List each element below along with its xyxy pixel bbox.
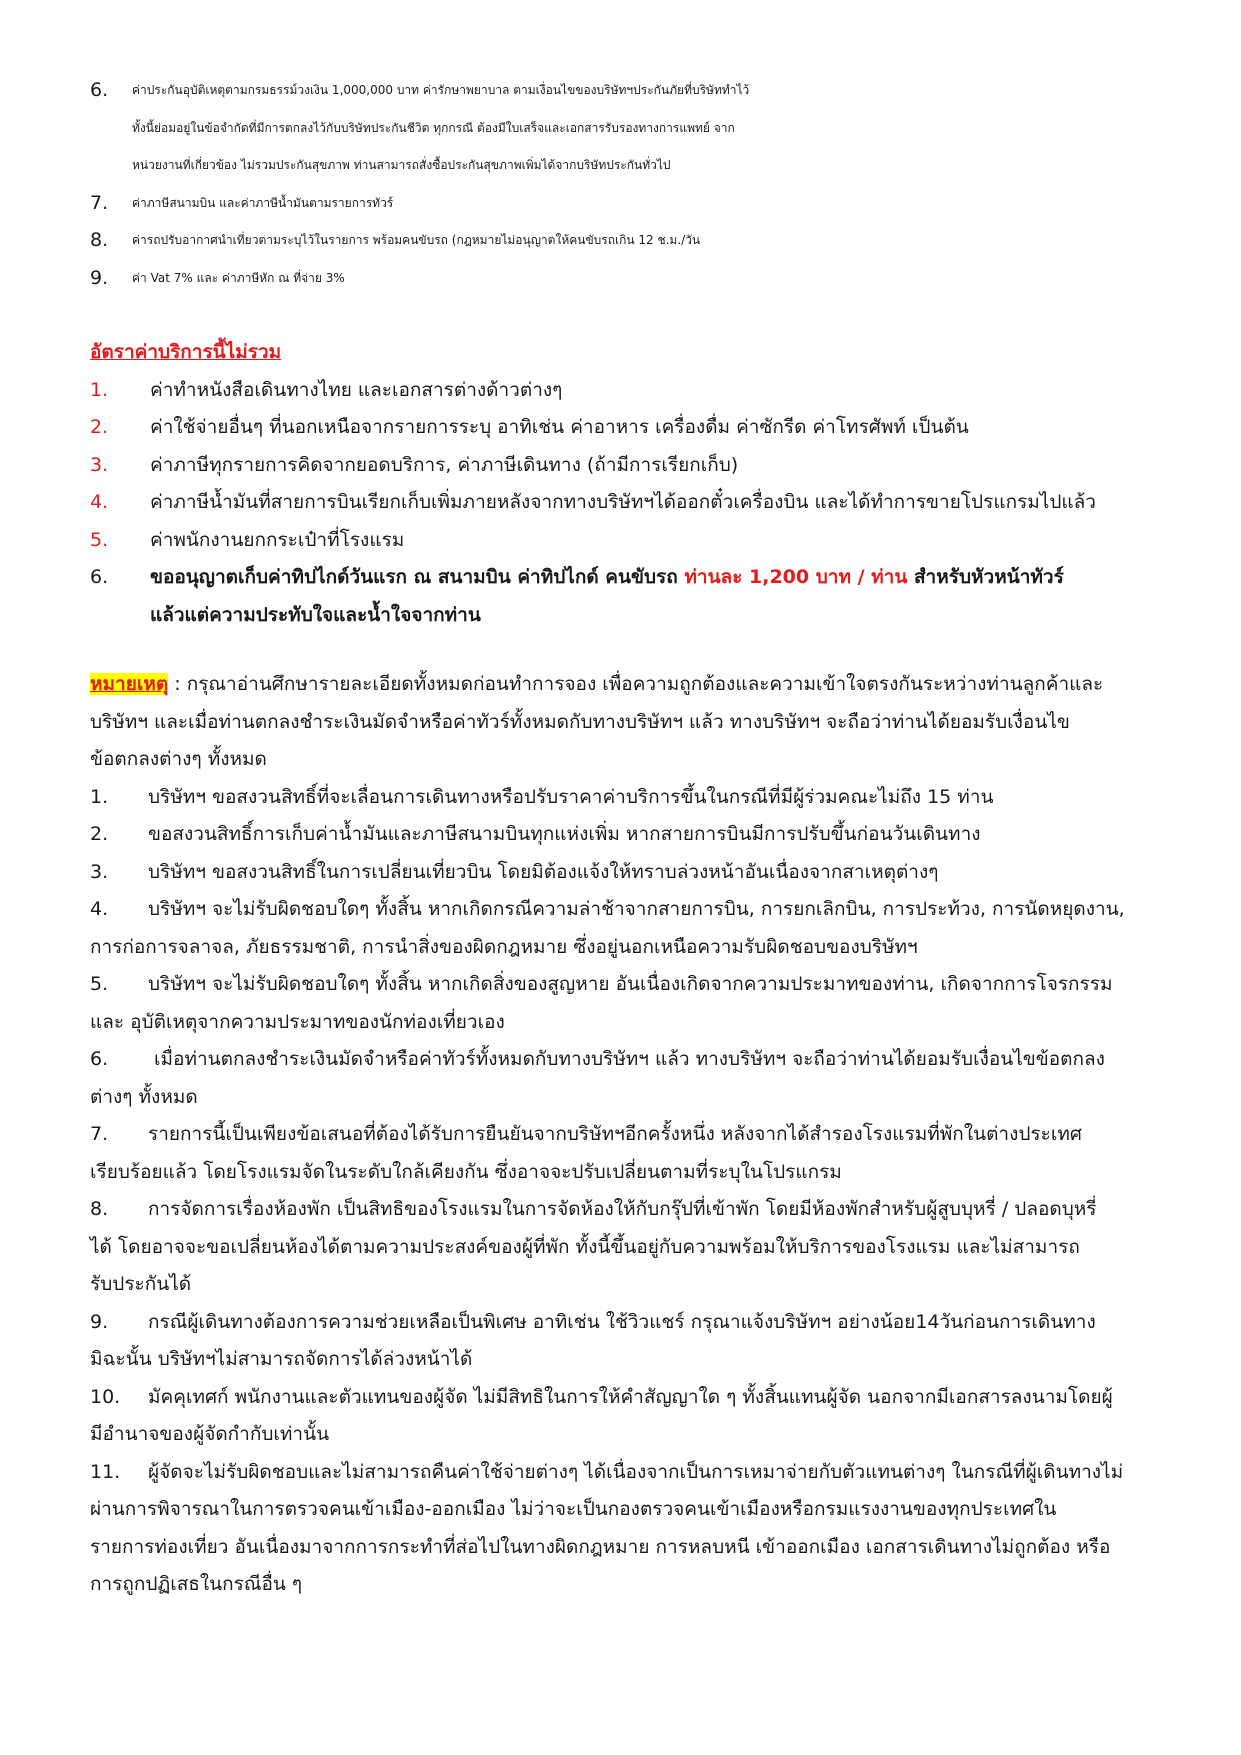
item-line: ผู้จัดจะไม่รับผิดชอบและไม่สามารถคืนค่าใช้จ่ายต่างๆ ได้เนื่องจากเป็นการเหมาจ่ายกับตัวแทนต่างๆ ในกรณีที่ผู้เดินทางไม่ (148, 1460, 1124, 1483)
item-line: ต่างๆ ทั้งหมด (90, 1085, 198, 1108)
tip-line (150, 559, 1170, 597)
tip-amount: ท่านละ 1,200 บาท / ท่าน (684, 566, 908, 588)
item-number: 4. (90, 898, 109, 920)
notes-section (90, 666, 1170, 1604)
tip-text-after: สำหรับหัวหน้าทัวร์ (907, 566, 1064, 588)
excluded-item-4 (90, 484, 1170, 522)
item-line: บริษัทฯ จะไม่รับผิดชอบใดๆ ทั้งสิ้น หากเกิดกรณีความล่าช้าจากสายการบิน, การยกเลิกบิน, การประท้วง, การนัดหยุดงาน, (148, 898, 1125, 920)
item-line: ค่ารถปรับอากาศนำเที่ยวตามระบุไว้ในรายการ พร้อมคนขับรถ (กฎหมายไม่อนุญาตให้คนขับรถเกิน 12 ช.ม./วัน (132, 233, 701, 247)
item-line: และ อุบัติเหตุจากความประมาทของนักท่องเที่ยวเอง (90, 1010, 505, 1033)
excluded-item-1 (90, 372, 1170, 410)
item-line: มีอำนาจของผู้จัดกำกับเท่านั้น (90, 1423, 330, 1445)
item-number: 8. (90, 1198, 109, 1220)
item-line: มัคคุเทศก์ พนักงานและตัวแทนของผู้จัด ไม่มีสิทธิในการให้คำสัญญาใด ๆ ทั้งสิ้นแทนผู้จัด นอกจากมีเอกสารลงนามโดยผู้ (148, 1385, 1113, 1408)
item-line: กรณีผู้เดินทางต้องการความช่วยเหลือเป็นพิเศษ อาทิเช่น ใช้วิวแชร์ กรุณาแจ้งบริษัทฯ อย่างน้อย14วันก่อนการเดินทาง (148, 1310, 1096, 1333)
excluded-item-2 (90, 409, 1170, 447)
item-number: 8. (90, 229, 109, 251)
item-number: 7. (90, 191, 109, 214)
item-number: 3. (90, 453, 109, 476)
item-line: การถูกปฏิเสธในกรณีอื่น ๆ (90, 1573, 303, 1595)
item-line: บริษัทฯ ขอสงวนสิทธิ์ที่จะเลื่อนการเดินทางหรือปรับราคาค่าบริการขึ้นในกรณีที่มีผู้ร่วมคณะไม่ถึง 15 ท่าน (148, 785, 994, 808)
item-number: 9. (90, 266, 109, 289)
item-line: ขอสงวนสิทธิ์การเก็บค่าน้ำมันและภาษีสนามบินทุกแห่งเพิ่ม หากสายการบินมีการปรับขึ้นก่อนวันเดินทาง (148, 823, 981, 845)
item-number: 1. (90, 785, 109, 808)
item-number: 4. (90, 491, 109, 513)
item-line: เรียบร้อยแล้ว โดยโรงแรมจัดในระดับใกล้เคียงกัน ซึ่งอาจจะปรับเปลี่ยนตามที่ระบุในโปรแกรม (90, 1160, 842, 1183)
note-item-8 (90, 1191, 1170, 1304)
excluded-heading: อัตราค่าบริการนี้ไม่รวม (90, 341, 282, 363)
excluded-item-5 (90, 522, 1170, 560)
item-number: 2. (90, 823, 109, 845)
note-item-9 (90, 1304, 1170, 1379)
item-number: 6. (90, 566, 109, 588)
item-line: เมื่อท่านตกลงชำระเงินมัดจำหรือค่าทัวร์ทั้งหมดกับทางบริษัทฯ แล้ว ทางบริษัทฯ จะถือว่าท่านได้ยอมรับเงื่อนไขข้อตกลง (148, 1048, 1105, 1070)
excluded-item-6 (90, 559, 1170, 634)
item-text: ค่าทำหนังสือเดินทางไทย และเอกสารต่างด้าวต่างๆ (150, 378, 563, 401)
included-list (90, 72, 1170, 297)
item-text: ค่าภาษีทุกรายการคิดจากยอดบริการ, ค่าภาษีเดินทาง (ถ้ามีการเรียกเก็บ) (150, 453, 739, 476)
note-item-6 (90, 1041, 1170, 1116)
excluded-item-3 (90, 447, 1170, 485)
notes-intro-line-2: บริษัทฯ และเมื่อท่านตกลงชำระเงินมัดจำหรือค่าทัวร์ทั้งหมดกับทางบริษัทฯ แล้ว ทางบริษัทฯ จะถือว่าท่านได้ยอมรับเงื่อนไข (90, 710, 1070, 733)
note-item-5 (90, 966, 1170, 1041)
item-number: 6. (90, 79, 109, 101)
item-line: รายการท่องเที่ยว อันเนื่องมาจากการกระทำที่ส่อไปในทางผิดกฎหมาย การหลบหนี เข้าออกเมือง เอกสารเดินทางไม่ถูกต้อง หรือ (90, 1535, 1111, 1558)
note-item-3 (90, 854, 1170, 892)
item-line: ค่าประกันอุบัติเหตุตามกรมธรรม์วงเงิน 1,000,000 บาท ค่ารักษาพยาบาล ตามเงื่อนไขของบริษัทฯประกันภัยที่บริษัททำไว้ (132, 83, 750, 97)
excluded-section (90, 334, 1170, 634)
included-item-7 (90, 185, 1170, 223)
item-number: 7. (90, 1123, 109, 1145)
notes-label: หมายเหตุ (90, 673, 169, 695)
tip-text-before: ขออนุญาตเก็บค่าทิปไกด์วันแรก ณ สนามบิน ค่าทิปไกด์ คนขับรถ (150, 566, 685, 588)
included-item-9 (90, 260, 1170, 298)
tip-line-2: แล้วแต่ความประทับใจและน้ำใจจากท่าน (150, 603, 481, 626)
item-number: 9. (90, 1310, 109, 1333)
item-number: 2. (90, 416, 109, 438)
note-item-4 (90, 891, 1170, 966)
included-item-8 (90, 222, 1170, 260)
item-number: 3. (90, 860, 109, 883)
item-line: ได้ โดยอาจจะขอเปลี่ยนห้องได้ตามความประสงค์ของผู้ที่พัก ทั้งนี้ขึ้นอยู่กับความพร้อมให้บริการของโรงแรม และไม่สามารถ (90, 1235, 1080, 1258)
item-line: การจัดการเรื่องห้องพัก เป็นสิทธิของโรงแรมในการจัดห้องให้กับกรุ๊ปที่เข้าพัก โดยมีห้องพักสำหรับผู้สูบบุหรี่ / ปลอดบุหรี่ (148, 1198, 1097, 1220)
note-item-2 (90, 816, 1170, 854)
note-item-11 (90, 1454, 1170, 1604)
item-number: 10. (90, 1385, 121, 1408)
item-line: ผ่านการพิจารณาในการตรวจคนเข้าเมือง-ออกเมือง ไม่ว่าจะเป็นกองตรวจคนเข้าเมืองหรือกรมแรงงานของทุกประเทศใน (90, 1498, 1057, 1520)
item-line: ทั้งนี้ย่อมอยู่ในข้อจำกัดที่มีการตกลงไว้กับบริษัทประกันชีวิต ทุกกรณี ต้องมีใบเสร็จและเอกสารรับรองทางการแพทย์ จาก (132, 120, 735, 135)
item-number: 1. (90, 378, 109, 401)
item-line: หน่วยงานที่เกี่ยวข้อง ไม่รวมประกันสุขภาพ ท่านสามารถสั่งซื้อประกันสุขภาพเพิ่มได้จากบริษัทประกันทั่วไป (132, 158, 671, 172)
item-text: ค่าพนักงานยกกระเป๋าที่โรงแรม (150, 528, 405, 551)
item-number: 5. (90, 528, 109, 551)
note-item-7 (90, 1116, 1170, 1191)
item-text: ค่าภาษีน้ำมันที่สายการบินเรียกเก็บเพิ่มภายหลังจากทางบริษัทฯได้ออกตั๋วเครื่องบิน และได้ทำการขายโปรแกรมไปแล้ว (150, 491, 1096, 513)
notes-intro-line-3: ข้อตกลงต่างๆ ทั้งหมด (90, 748, 267, 770)
item-line: รับประกันได้ (90, 1273, 192, 1295)
item-line: การก่อการจลาจล, ภัยธรรมชาติ, การนำสิ่งของผิดกฎหมาย ซึ่งอยู่นอกเหนือความรับผิดชอบของบริษัทฯ (90, 935, 918, 958)
item-line: ค่า Vat 7% และ ค่าภาษีหัก ณ ที่จ่าย 3% (132, 270, 345, 285)
item-text: ค่าใช้จ่ายอื่นๆ ที่นอกเหนือจากรายการระบุ อาทิเช่น ค่าอาหาร เครื่องดื่ม ค่าซักรีด ค่าโทรศัพท์ เป็นต้น (150, 416, 969, 438)
included-item-6 (90, 72, 1170, 185)
item-line: ค่าภาษีสนามบิน และค่าภาษีน้ำมันตามรายการทัวร์ (132, 195, 394, 210)
notes-intro-line-1 (90, 666, 1170, 704)
item-line: รายการนี้เป็นเพียงข้อเสนอที่ต้องได้รับการยืนยันจากบริษัทฯอีกครั้งหนึ่ง หลังจากได้สำรองโรงแรมที่พักในต่างประเทศ (148, 1123, 1082, 1145)
item-line: บริษัทฯ ขอสงวนสิทธิ์ในการเปลี่ยนเที่ยวบิน โดยมิต้องแจ้งให้ทราบล่วงหน้าอันเนื่องจากสาเหตุต่างๆ (148, 860, 939, 883)
item-number: 6. (90, 1048, 109, 1070)
item-number: 11. (90, 1460, 121, 1483)
note-item-10 (90, 1379, 1170, 1454)
item-number: 5. (90, 973, 109, 995)
item-line: มิฉะนั้น บริษัทฯไม่สามารถจัดการได้ล่วงหน้าได้ (90, 1348, 473, 1370)
item-line: บริษัทฯ จะไม่รับผิดชอบใดๆ ทั้งสิ้น หากเกิดสิ่งของสูญหาย อันเนื่องเกิดจากความประมาทของท่าน, เกิดจากการโจรกรรม (148, 973, 1113, 995)
notes-intro-text: : กรุณาอ่านศึกษารายละเอียดทั้งหมดก่อนทำการจอง เพื่อความถูกต้องและความเข้าใจตรงกันระหว่างท่านลูกค้าและ (168, 673, 1104, 695)
note-item-1 (90, 779, 1170, 817)
